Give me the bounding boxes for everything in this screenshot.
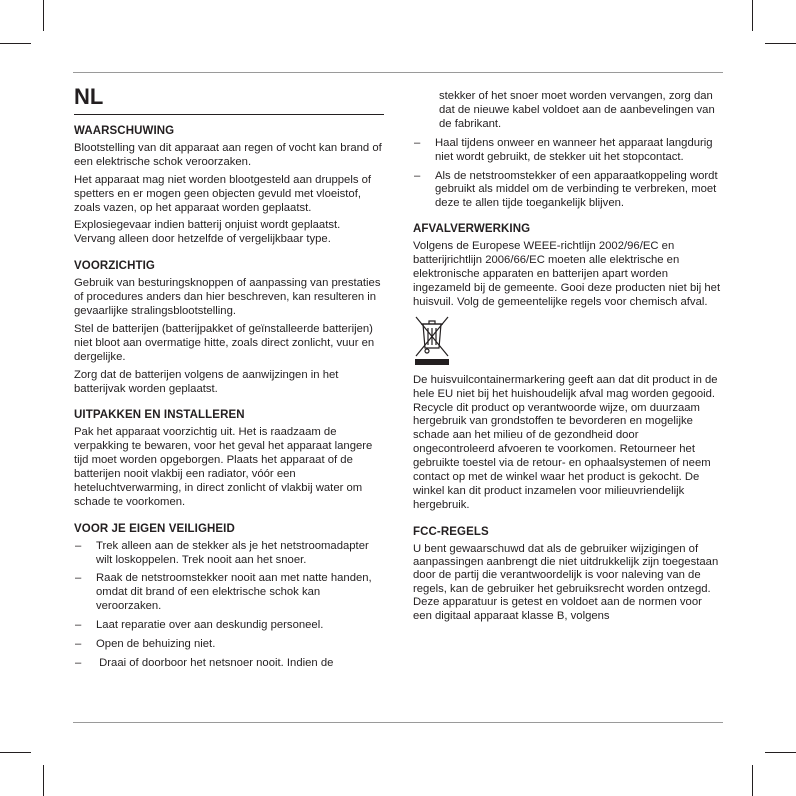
list-item: – Raak de netstroomstekker nooit aan met natte handen, omdat dit brand of een elektrische schok kan veroorzaken. bbox=[74, 572, 384, 614]
caution-paragraph: Gebruik van besturingsknoppen of aanpassing van prestaties of procedures anders dan hier beschreven, kan resulteren in gevaarlijke stralingsblootstelling. bbox=[74, 277, 381, 317]
caution-heading: VOORZICHTIG bbox=[74, 260, 155, 273]
bottom-rule bbox=[73, 722, 723, 723]
fcc-section bbox=[413, 526, 723, 623]
list-item: – Als de netstroomstekker of een apparaatkoppeling wordt gebruikt als middel om de verbinding te verbreken, moet deze te allen tijde toegankelijk blijven. bbox=[413, 170, 723, 212]
list-item: – Laat reparatie over aan deskundig personeel. bbox=[74, 619, 384, 633]
crop-mark bbox=[0, 752, 31, 753]
disposal-heading: AFVALVERWERKING bbox=[413, 223, 531, 236]
crop-mark bbox=[43, 0, 44, 31]
caution-section bbox=[74, 260, 384, 396]
warning-paragraph: Blootstelling van dit apparaat aan regen of vocht kan brand of een elektrische schok veroorzaken. bbox=[74, 141, 382, 168]
safety-list bbox=[74, 540, 384, 671]
crop-mark bbox=[752, 0, 753, 31]
right-column bbox=[413, 90, 723, 636]
safety-list-continued bbox=[413, 137, 723, 212]
language-title: NL bbox=[74, 86, 384, 115]
crop-mark bbox=[765, 752, 796, 753]
fcc-heading: FCC-REGELS bbox=[413, 525, 489, 538]
unpacking-section bbox=[74, 409, 384, 509]
unpacking-heading: UITPAKKEN EN INSTALLEREN bbox=[74, 409, 245, 422]
fcc-paragraph: U bent gewaarschuwd dat als de gebruiker wijzigingen of aanpassingen aanbrengt die niet uitdrukkelijk zijn toegestaan door de partij die verantwoordelijk is voor naleving van de regels, kan de gebruiker het gebruiksrecht worden ontzegd. Deze apparatuur is getest en voldoet aan de normen voor een digitaal apparaat klasse B, volgens bbox=[413, 542, 719, 622]
warning-section bbox=[74, 125, 384, 247]
caution-paragraph: Stel de batterijen (batterijpakket of geïnstalleerde batterijen) niet bloot aan overmatige hitte, zoals direct zonlicht, vuur en dergelijke. bbox=[74, 322, 375, 363]
disposal-paragraph-2: De huisvuilcontainermarkering geeft aan dat dit product in de hele EU niet bij het huishoudelijk afval mag worden gegooid. Recycle dit product op verantwoorde wijze, om duurzaam hergebruik van grondstoffen te bevorderen en mogelijke schade aan het milieu of de gezondheid door ongecontroleerd afvoeren te voorkomen. Retourneer het gebruikte toestel via de retour- en ophaalsystemen of neem contact op met de winkel waar het product is gekocht. De winkel kan dit product inzamelen voor milieuvriendelijk hergebruik. bbox=[413, 373, 718, 511]
disposal-paragraph: Volgens de Europese WEEE-richtlijn 2002/96/EC en batterijrichtlijn 2006/66/EC moeten alle elektrische en elektronische apparaten en batterijen apart worden ingezameld bij de gemeente. Gooi deze producten niet bij het huisvuil. Volg de gemeentelijke regels voor chemisch afval. bbox=[413, 240, 721, 308]
top-rule bbox=[73, 72, 723, 73]
list-item: – Draai of doorboor het netsnoer nooit. Indien de bbox=[74, 657, 384, 671]
safety-continuation: stekker of het snoer moet worden vervangen, zorg dan dat de nieuwe kabel voldoet aan de aanbevelingen van de fabrikant. bbox=[439, 90, 715, 130]
caution-paragraph: Zorg dat de batterijen volgens de aanwijzingen in het batterijvak worden geplaatst. bbox=[74, 368, 339, 395]
crossed-out-wheelie-bin-icon bbox=[413, 314, 451, 366]
list-item: – Haal tijdens onweer en wanneer het apparaat langdurig niet wordt gebruikt, de stekker uit het stopcontact. bbox=[413, 137, 723, 165]
warning-paragraph: Het apparaat mag niet worden blootgesteld aan druppels of spetters en er mogen geen objecten gevuld met vloeistof, zoals vazen, op het apparaat worden geplaatst. bbox=[74, 173, 372, 214]
unpacking-paragraph: Pak het apparaat voorzichtig uit. Het is raadzaam de verpakking te bewaren, voor het geval het apparaat langere tijd moet worden opgeborgen. Plaats het apparaat of de batterijen nooit vlakbij een radiator, vóór een heteluchtverwarming, in direct zonlicht of vlakbij water om schade te voorkomen. bbox=[74, 426, 373, 508]
crop-mark bbox=[0, 43, 31, 44]
disposal-section bbox=[413, 223, 723, 513]
crop-mark bbox=[752, 765, 753, 796]
safety-heading: VOOR JE EIGEN VEILIGHEID bbox=[74, 522, 235, 535]
left-column bbox=[74, 86, 384, 684]
list-item: – Trek alleen aan de stekker als je het netstroomadapter wilt loskoppelen. Trek nooit aan het snoer. bbox=[74, 540, 384, 568]
warning-paragraph: Explosiegevaar indien batterij onjuist wordt geplaatst. Vervang alleen door hetzelfde of vergelijkbaar type. bbox=[74, 219, 341, 246]
safety-section bbox=[74, 523, 384, 671]
warning-heading: WAARSCHUWING bbox=[74, 125, 175, 137]
crop-mark bbox=[765, 43, 796, 44]
crop-mark bbox=[43, 765, 44, 796]
list-item: – Open de behuizing niet. bbox=[74, 638, 384, 652]
